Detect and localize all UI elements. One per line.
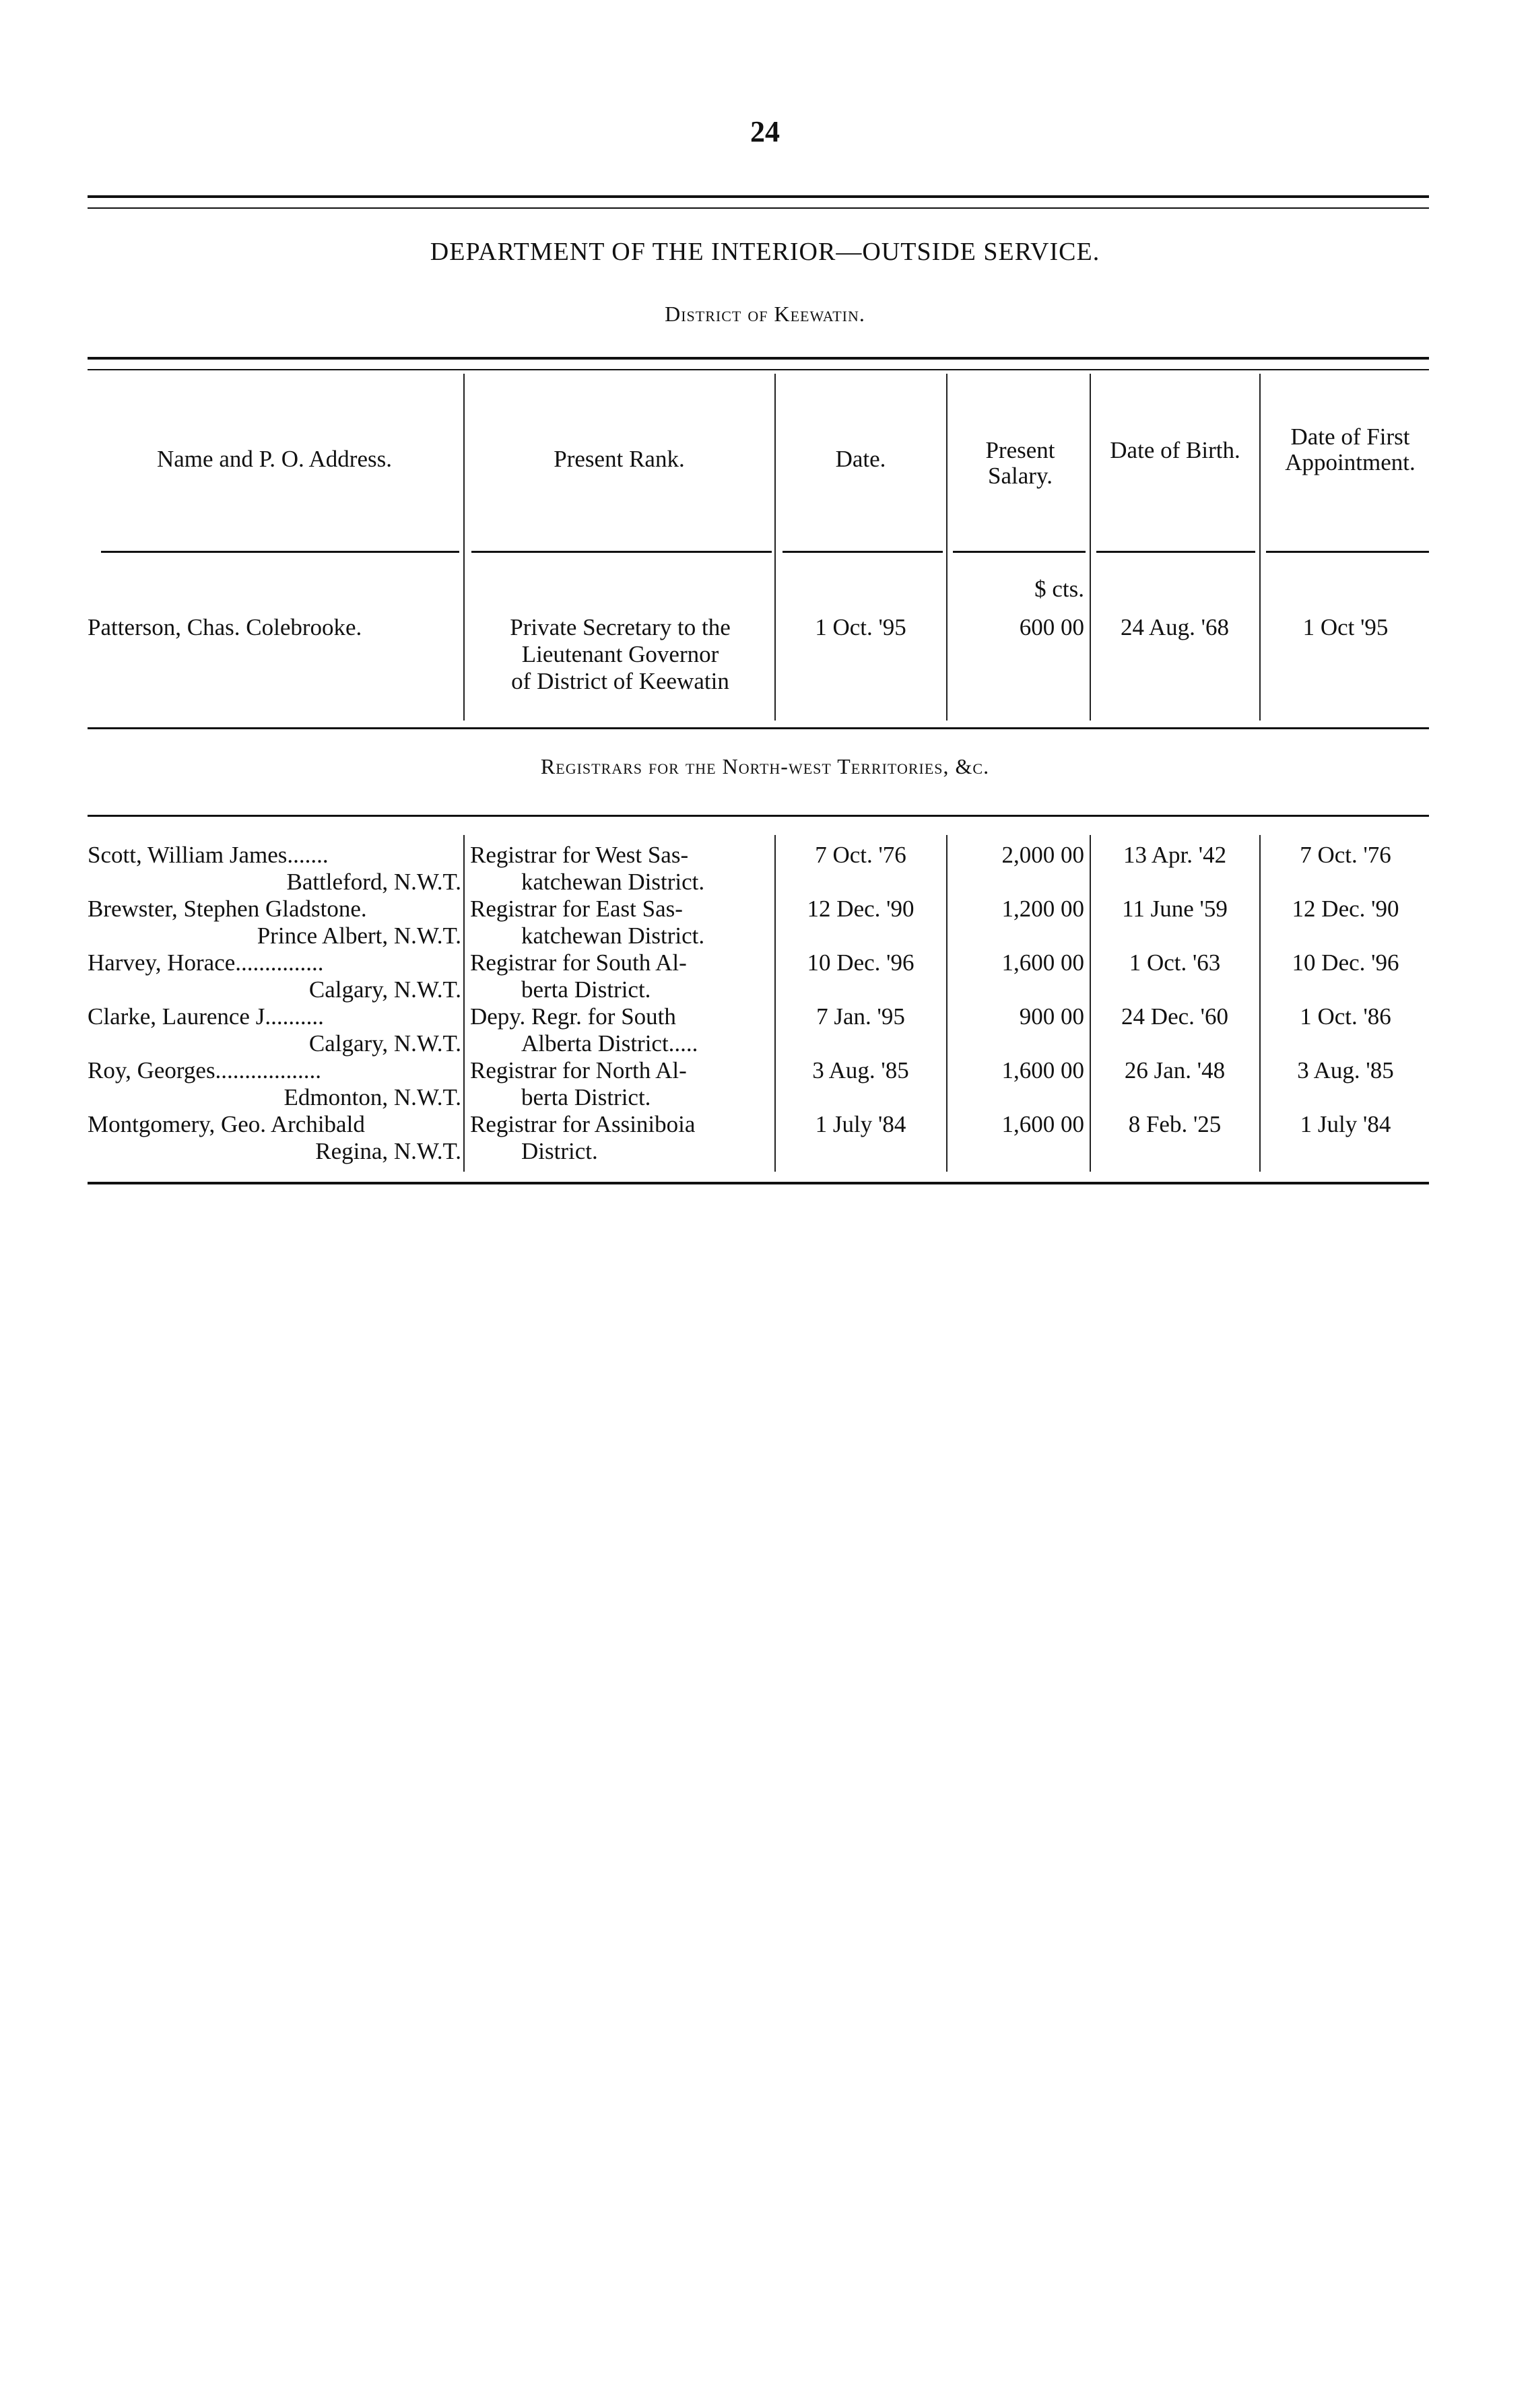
registrar-date: 1 July '84: [815, 1111, 906, 1137]
registrar-rank-line1: Registrar for West Sas-: [470, 842, 689, 868]
registrar-salary: 2,000 00: [1001, 842, 1084, 868]
column-divider: [774, 835, 776, 1172]
registrar-salary: 1,600 00: [1001, 1111, 1084, 1137]
keewatin-rank-line: Lieutenant Governor: [521, 641, 719, 667]
department-title: DEPARTMENT OF THE INTERIOR—OUTSIDE SERVICE.: [430, 238, 1100, 266]
registrar-date: 10 Dec. '96: [807, 949, 914, 976]
registrar-name: Roy, Georges..................: [88, 1057, 322, 1083]
registrar-date: 3 Aug. '85: [812, 1057, 909, 1083]
header-birth: Date of Birth.: [1110, 437, 1240, 463]
column-divider: [946, 835, 947, 1172]
registrar-appointment: 1 July '84: [1300, 1111, 1391, 1137]
column-divider: [1259, 374, 1261, 721]
column-divider: [1259, 835, 1261, 1172]
page-number: 24: [750, 115, 780, 148]
registrar-birth: 13 Apr. '42: [1123, 842, 1227, 868]
header-underline: [101, 551, 459, 553]
currency-units: $ cts.: [1034, 576, 1084, 602]
registrar-name: Scott, William James.......: [88, 842, 329, 868]
registrar-date: 7 Oct. '76: [815, 842, 906, 868]
keewatin-appointment: 1 Oct '95: [1302, 614, 1389, 640]
header-name: Name and P. O. Address.: [157, 446, 392, 472]
registrar-rank-line1: Registrar for East Sas-: [470, 896, 683, 922]
keewatin-date: 1 Oct. '95: [815, 614, 906, 640]
registrar-appointment: 7 Oct. '76: [1300, 842, 1391, 868]
district-title: District of Keewatin.: [665, 302, 865, 326]
registrar-appointment: 1 Oct. '86: [1300, 1003, 1391, 1030]
registrar-birth: 8 Feb. '25: [1128, 1111, 1222, 1137]
column-divider: [463, 374, 465, 721]
section-title: Registrars for the North-west Territories, &c.: [540, 754, 990, 778]
header-underline: [783, 551, 943, 553]
header-underline: [1266, 551, 1429, 553]
table-top-double-rule: [88, 357, 1429, 370]
registrar-salary: 1,600 00: [1001, 949, 1084, 976]
header-underline: [1096, 551, 1255, 553]
registrar-birth: 26 Jan. '48: [1124, 1057, 1226, 1083]
registrars-top-rule: [88, 815, 1429, 817]
registrar-address: Battleford, N.W.T.: [286, 869, 461, 895]
column-divider: [774, 374, 776, 721]
keewatin-name: Patterson, Chas. Colebrooke.: [88, 614, 362, 640]
registrar-address: Regina, N.W.T.: [315, 1138, 461, 1164]
registrar-name: Montgomery, Geo. Archibald: [88, 1111, 365, 1137]
registrar-rank-line2: berta District.: [521, 976, 651, 1003]
column-divider: [1090, 835, 1091, 1172]
keewatin-birth: 24 Aug. '68: [1121, 614, 1229, 640]
registrar-birth: 24 Dec. '60: [1121, 1003, 1228, 1030]
registrar-date: 7 Jan. '95: [816, 1003, 905, 1030]
registrar-salary: 1,200 00: [1001, 896, 1084, 922]
header-salary: Present Salary.: [985, 437, 1055, 489]
registrar-appointment: 3 Aug. '85: [1297, 1057, 1394, 1083]
header-underline: [953, 551, 1086, 553]
registrar-address: Edmonton, N.W.T.: [284, 1084, 461, 1110]
registrar-rank-line2: katchewan District.: [521, 923, 705, 949]
registrar-birth: 1 Oct. '63: [1129, 949, 1221, 976]
registrar-address: Prince Albert, N.W.T.: [257, 923, 461, 949]
registrar-address: Calgary, N.W.T.: [308, 976, 461, 1003]
registrar-birth: 11 June '59: [1122, 896, 1228, 922]
registrar-salary: 1,600 00: [1001, 1057, 1084, 1083]
keewatin-rank-line: Private Secretary to the: [510, 614, 731, 640]
top-double-rule: [88, 195, 1429, 209]
header-date: Date.: [835, 446, 886, 472]
header-appointment: Date of First Appointment.: [1285, 424, 1416, 475]
registrar-rank-line2: District.: [521, 1138, 598, 1164]
registrar-address: Calgary, N.W.T.: [308, 1030, 461, 1057]
registrar-rank-line2: katchewan District.: [521, 869, 705, 895]
registrar-rank-line1: Registrar for Assiniboia: [470, 1111, 696, 1137]
header-rank: Present Rank.: [554, 446, 685, 472]
registrar-rank-line2: berta District.: [521, 1084, 651, 1110]
registrar-name: Clarke, Laurence J..........: [88, 1003, 324, 1030]
registrar-rank-line2: Alberta District.....: [521, 1030, 698, 1057]
registrar-name: Harvey, Horace...............: [88, 949, 324, 976]
column-divider: [463, 835, 465, 1172]
registrar-appointment: 12 Dec. '90: [1292, 896, 1399, 922]
registrar-rank-line1: Registrar for South Al-: [470, 949, 687, 976]
registrar-appointment: 10 Dec. '96: [1292, 949, 1399, 976]
column-divider: [946, 374, 947, 721]
registrar-date: 12 Dec. '90: [807, 896, 914, 922]
keewatin-salary: 600 00: [1019, 614, 1084, 640]
registrar-rank-line1: Depy. Regr. for South: [470, 1003, 676, 1030]
column-divider: [1090, 374, 1091, 721]
registrar-salary: 900 00: [1019, 1003, 1084, 1030]
section-divider-rule: [88, 727, 1429, 729]
registrar-name: Brewster, Stephen Gladstone.: [88, 896, 367, 922]
registrar-rank-line1: Registrar for North Al-: [470, 1057, 687, 1083]
table-bottom-rule: [88, 1182, 1429, 1184]
header-underline: [471, 551, 772, 553]
keewatin-rank-line: of District of Keewatin: [511, 668, 729, 694]
